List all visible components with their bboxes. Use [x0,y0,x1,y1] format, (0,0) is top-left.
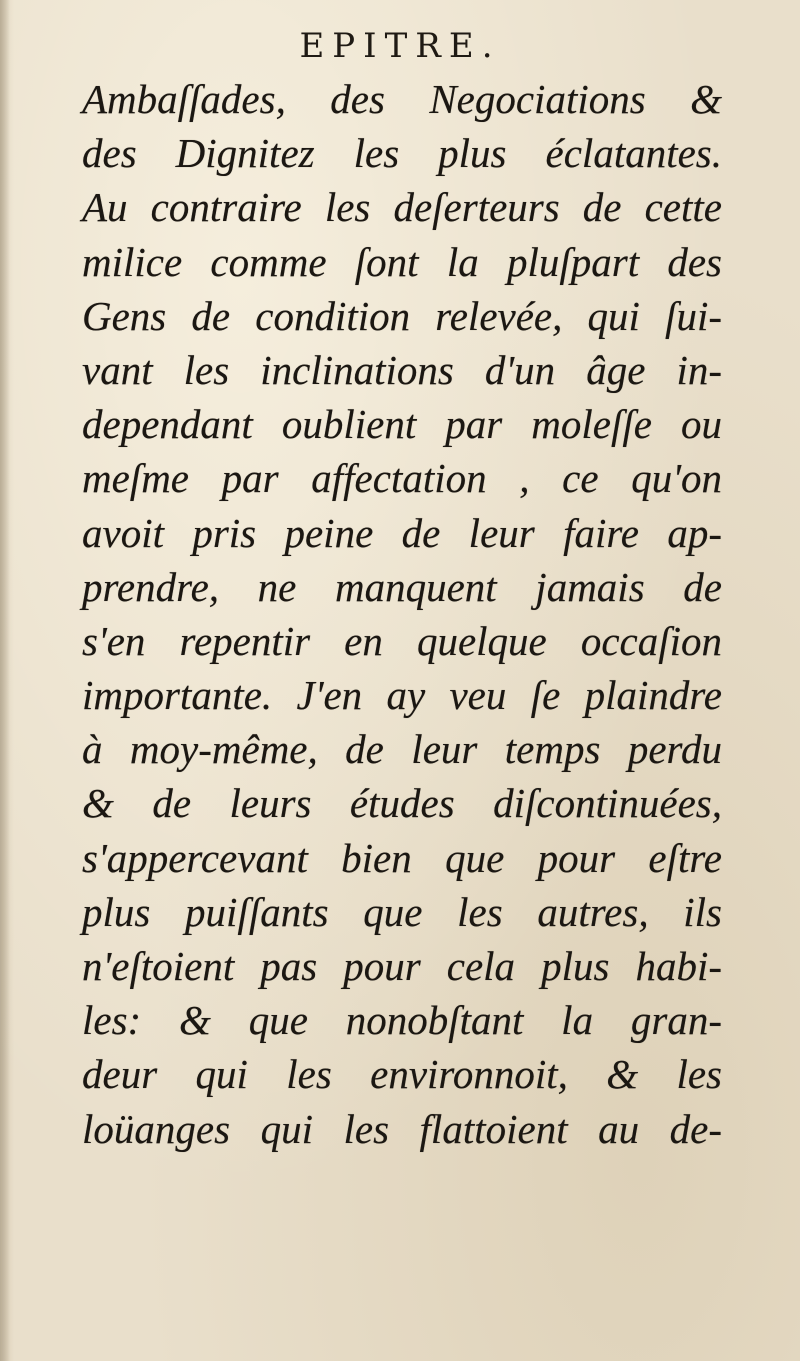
text-line: prendre, ne manquent jamais de [82,563,722,610]
text-line: des Dignitez les plus éclatantes. [82,130,722,177]
text-line: loüanges qui les flattoient au de- [82,1105,722,1152]
text-line: Au contraire les deſerteurs de cette [82,184,722,231]
running-header: EPITRE. [299,26,501,66]
body-text [82,72,722,1156]
text-line: milice comme ſont la pluſpart des [82,238,722,285]
text-line: Ambaſſades, des Negociations & [82,76,722,122]
text-line: s'en repentir en quelque occaſion [82,617,722,664]
text-line: n'eſtoient pas pour cela plus habi- [82,943,722,989]
text-line: les: & que nonobſtant la gran- [82,997,722,1044]
text-line: s'appercevant bien que pour eſtre [82,834,722,881]
text-line: vant les inclinations d'un âge in- [82,346,722,393]
page-gutter-shadow [0,0,10,1361]
text-line: & de leurs études diſcontinuées, [82,780,722,827]
text-line: plus puiſſants que les autres, ils [82,888,722,935]
text-line: à moy-même, de leur temps perdu [82,726,722,773]
text-line: meſme par affectation , ce qu'on [82,455,722,502]
text-line: avoit pris peine de leur faire ap- [82,509,722,556]
text-line: deur qui les environnoit, & les [82,1051,722,1098]
text-line: dependant oublient par moleſſe ou [82,401,722,448]
text-line: importante. J'en ay veu ſe plaindre [82,672,722,719]
text-line: Gens de condition relevée, qui ſui- [82,292,722,339]
